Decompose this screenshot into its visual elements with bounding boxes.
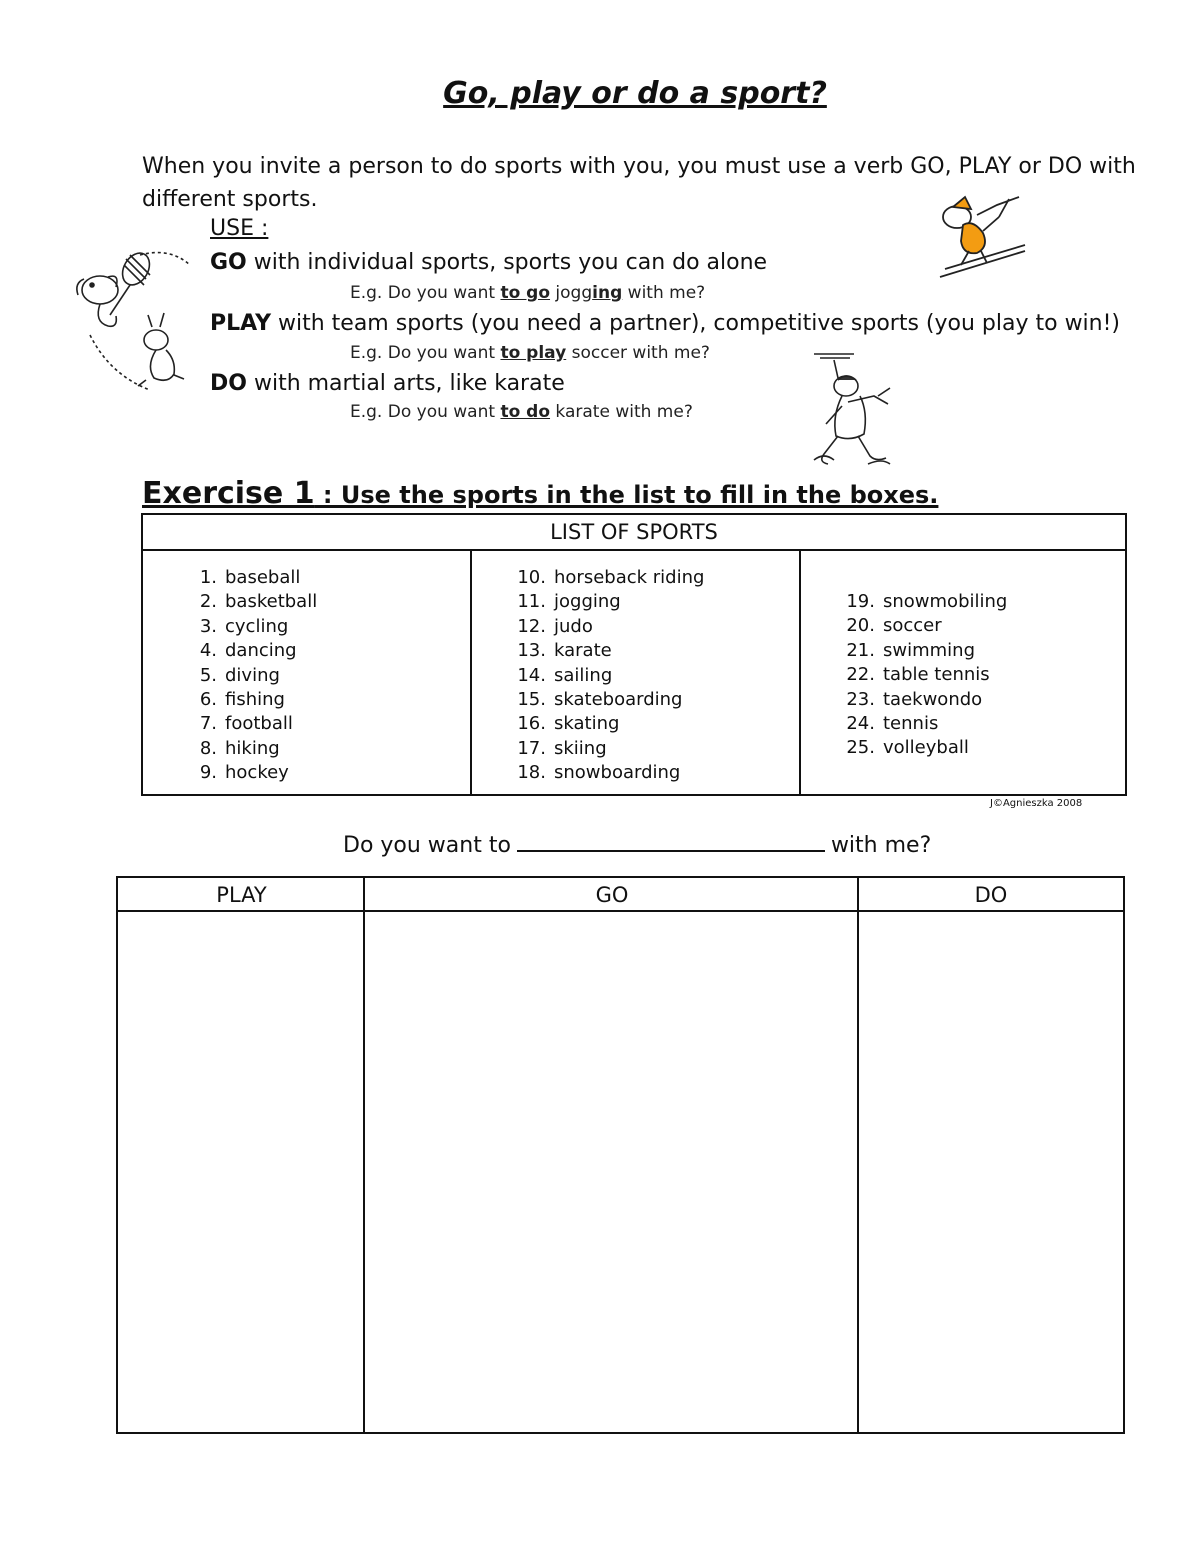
- sport-number: 17.: [517, 737, 546, 759]
- example-verb: to do: [500, 402, 551, 422]
- sport-list-item: [839, 615, 942, 636]
- sport-number: 13.: [517, 640, 546, 662]
- example-play: [350, 343, 710, 363]
- rule-go: [210, 250, 767, 275]
- example-verb: to go: [500, 283, 551, 303]
- sport-list-item: [181, 640, 297, 661]
- sport-name: soccer: [883, 615, 942, 637]
- tennis-dogs-clipart-icon: [70, 245, 195, 400]
- answer-table: [116, 876, 1125, 1434]
- sport-name: fishing: [225, 689, 285, 710]
- sport-number: 2.: [199, 591, 217, 613]
- intro-text: When you invite a person to do sports with you, you must use a verb GO, PLAY or DO with different sports.: [142, 154, 1136, 212]
- sport-name: diving: [225, 664, 280, 686]
- sport-name: judo: [554, 615, 593, 637]
- sport-number: 12.: [517, 615, 546, 637]
- do-answer-cell[interactable]: [859, 914, 1123, 1432]
- prompt-before: Do you want to: [343, 833, 511, 858]
- sport-list-item: [181, 665, 280, 686]
- prompt-after: with me?: [830, 833, 932, 858]
- sport-name: football: [225, 713, 293, 735]
- copyright-note: J©Agnieszka 2008: [990, 798, 1083, 809]
- sport-number: 15.: [517, 689, 546, 710]
- rule-verb: PLAY: [210, 311, 271, 336]
- example-suffix: with me?: [609, 402, 693, 422]
- sport-name: basketball: [225, 591, 318, 613]
- sport-number: 8.: [199, 737, 217, 759]
- sport-name: horseback riding: [554, 567, 705, 588]
- example-object-suffix: ing: [592, 283, 623, 303]
- sport-number: 25.: [846, 737, 875, 759]
- sport-name: skateboarding: [554, 689, 683, 710]
- sport-number: 1.: [199, 567, 217, 588]
- sport-list-item: [181, 713, 293, 734]
- exercise-label: Exercise 1: [142, 476, 315, 511]
- sport-list-item: [510, 591, 621, 612]
- sport-list-item: [181, 616, 288, 637]
- sport-number: 11.: [517, 591, 546, 613]
- sport-list-item: [510, 713, 619, 734]
- sport-number: 24.: [846, 713, 875, 734]
- sport-list-item: [181, 738, 280, 759]
- sport-name: swimming: [883, 639, 976, 661]
- rule-text: with martial arts, like karate: [246, 371, 565, 396]
- answer-header-do: DO: [859, 878, 1123, 912]
- karate-kid-clipart-icon: [808, 350, 903, 472]
- sports-list-header: LIST OF SPORTS: [143, 515, 1125, 551]
- prompt-blank-line: [517, 830, 825, 852]
- rule-do: [210, 371, 565, 396]
- sport-name: karate: [554, 640, 612, 662]
- example-suffix: with me?: [627, 343, 710, 363]
- sport-list-item: [510, 738, 607, 759]
- sport-number: 5.: [199, 664, 217, 686]
- sport-number: 4.: [199, 640, 217, 662]
- sport-list-item: [510, 689, 682, 710]
- sport-list-item: [839, 737, 969, 758]
- example-do: [350, 402, 693, 422]
- example-prefix: E.g. Do you want: [350, 343, 501, 363]
- sport-number: 16.: [517, 713, 546, 735]
- go-answer-cell[interactable]: [365, 914, 857, 1432]
- skier-clipart-icon: [935, 195, 1030, 285]
- play-answer-cell[interactable]: [118, 914, 363, 1432]
- example-object: karate: [550, 402, 610, 422]
- example-verb: to play: [500, 343, 567, 363]
- example-go: [350, 283, 705, 303]
- sport-list-item: [839, 713, 938, 734]
- answer-header-play: PLAY: [118, 878, 365, 912]
- sport-name: cycling: [225, 615, 289, 637]
- sports-column-3: [801, 551, 1127, 794]
- sport-name: tennis: [883, 713, 939, 734]
- fill-prompt: [343, 830, 931, 858]
- sport-name: snowmobiling: [883, 591, 1008, 612]
- sport-list-item: [510, 616, 593, 637]
- page-title: Go, play or do a sport?: [443, 76, 827, 111]
- sport-number: 14.: [517, 664, 546, 686]
- example-prefix: E.g. Do you want: [350, 283, 501, 303]
- sport-list-item: [510, 640, 612, 661]
- sport-name: jogging: [554, 591, 621, 613]
- rule-verb: GO: [210, 250, 247, 275]
- sport-list-item: [839, 640, 975, 661]
- sport-list-item: [181, 591, 317, 612]
- rule-verb: DO: [210, 371, 247, 396]
- sports-list-table: [141, 513, 1127, 796]
- sport-name: skating: [554, 713, 620, 735]
- sport-number: 6.: [199, 689, 217, 710]
- sport-number: 20.: [846, 615, 875, 637]
- exercise-heading: [142, 476, 938, 511]
- sport-number: 22.: [846, 664, 875, 686]
- rule-text: with individual sports, sports you can do alone: [246, 250, 768, 275]
- sport-number: 3.: [199, 615, 217, 637]
- sport-list-item: [181, 689, 285, 710]
- exercise-instruction: : Use the sports in the list to fill in the boxes.: [314, 481, 939, 509]
- sport-name: sailing: [554, 664, 613, 686]
- sport-number: 23.: [846, 688, 875, 710]
- sports-column-2: [472, 551, 801, 794]
- sport-number: 7.: [199, 713, 217, 735]
- sport-number: 9.: [199, 762, 217, 784]
- sport-list-item: [181, 567, 300, 588]
- sport-name: snowboarding: [554, 762, 681, 784]
- example-object: soccer: [566, 343, 628, 363]
- example-suffix: with me?: [622, 283, 706, 303]
- example-prefix: E.g. Do you want: [350, 402, 501, 422]
- sport-name: hockey: [225, 762, 289, 784]
- rule-play: [210, 311, 1120, 336]
- sport-list-item: [839, 591, 1007, 612]
- answer-header-go: GO: [365, 878, 859, 912]
- sport-name: skiing: [554, 737, 607, 759]
- sport-name: hiking: [225, 737, 280, 759]
- sport-name: baseball: [225, 567, 301, 588]
- sport-number: 10.: [517, 567, 546, 588]
- sport-list-item: [510, 567, 704, 588]
- example-object: jogg: [550, 283, 593, 303]
- sport-name: dancing: [225, 640, 297, 662]
- sport-list-item: [839, 664, 990, 685]
- sport-name: table tennis: [883, 664, 990, 686]
- sport-list-item: [510, 762, 680, 783]
- sport-number: 18.: [517, 762, 546, 784]
- sport-list-item: [510, 665, 612, 686]
- sport-number: 19.: [846, 591, 875, 612]
- rule-text: with team sports (you need a partner), competitive sports (you play to win!): [271, 311, 1121, 336]
- sport-list-item: [839, 689, 982, 710]
- sport-name: volleyball: [883, 737, 969, 759]
- sport-number: 21.: [846, 639, 875, 661]
- sport-name: taekwondo: [883, 688, 983, 710]
- use-label: USE :: [210, 216, 269, 241]
- sports-column-1: [143, 551, 472, 794]
- sport-list-item: [181, 762, 289, 783]
